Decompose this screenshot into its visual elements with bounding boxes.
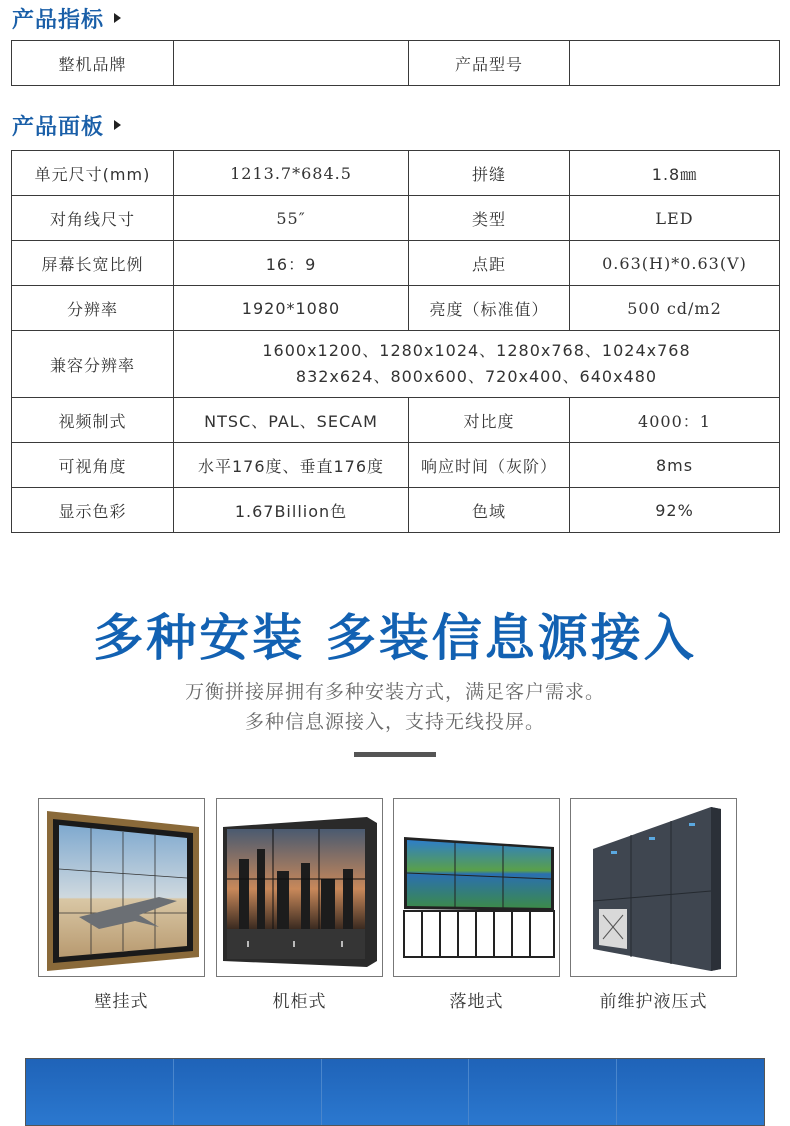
install-caption: 前维护液压式 bbox=[599, 992, 708, 1012]
section-title-text: 产品指标 bbox=[12, 7, 105, 33]
spec-label: 点距 bbox=[409, 241, 570, 286]
table-row bbox=[12, 196, 780, 241]
section-title-indicators bbox=[12, 3, 121, 33]
cabinet-image bbox=[216, 798, 383, 977]
compat-line-2: 832x624、800x600、720x400、640x480 bbox=[295, 367, 658, 386]
spec-label: 屏幕长宽比例 bbox=[12, 241, 174, 286]
triangle-arrow-icon bbox=[114, 13, 121, 23]
hero-divider bbox=[354, 752, 436, 757]
spec-label: 亮度（标准值） bbox=[409, 286, 570, 331]
wall-tile bbox=[322, 1059, 470, 1125]
hero-subtitle-1: 万衡拼接屏拥有多种安装方式，满足客户需求。 bbox=[184, 681, 605, 703]
table-row bbox=[12, 286, 780, 331]
spec-value: 1.8㎜ bbox=[570, 151, 780, 196]
section-title-text: 产品面板 bbox=[12, 114, 105, 140]
spec-value: 55″ bbox=[174, 196, 409, 241]
spec-label: 视频制式 bbox=[12, 398, 174, 443]
install-cabinet bbox=[216, 798, 383, 1012]
hero-title: 多种安装 多装信息源接入 bbox=[93, 609, 697, 667]
panel-spec-table bbox=[11, 150, 780, 533]
spec-value: 92% bbox=[570, 488, 780, 533]
wall-tile bbox=[617, 1059, 764, 1125]
wall-tile bbox=[26, 1059, 174, 1125]
compat-resolutions bbox=[174, 331, 780, 398]
spec-value: LED bbox=[570, 196, 780, 241]
table-row bbox=[12, 241, 780, 286]
section-title-panel bbox=[12, 110, 121, 140]
spec-value: 0.63(H)*0.63(V) bbox=[570, 241, 780, 286]
wall-tile bbox=[469, 1059, 617, 1125]
install-caption: 机柜式 bbox=[272, 992, 327, 1012]
table-row bbox=[12, 41, 780, 86]
table-row bbox=[12, 488, 780, 533]
spec-value: 1.67Billion色 bbox=[174, 488, 409, 533]
brand-label: 整机品牌 bbox=[12, 41, 174, 86]
spec-label: 响应时间（灰阶） bbox=[409, 443, 570, 488]
spec-value: 16：9 bbox=[174, 241, 409, 286]
install-caption: 壁挂式 bbox=[94, 992, 149, 1012]
spec-value: 4000：1 bbox=[570, 398, 780, 443]
brand-table bbox=[11, 40, 780, 86]
brand-value bbox=[174, 41, 409, 86]
bottom-video-wall-banner bbox=[25, 1058, 765, 1126]
spec-value: 8ms bbox=[570, 443, 780, 488]
model-value bbox=[570, 41, 780, 86]
spec-value: 1920*1080 bbox=[174, 286, 409, 331]
triangle-arrow-icon bbox=[114, 120, 121, 130]
spec-label: 分辨率 bbox=[12, 286, 174, 331]
front-maintenance-image bbox=[570, 798, 737, 977]
install-floor-stand bbox=[393, 798, 560, 1012]
model-label: 产品型号 bbox=[409, 41, 570, 86]
floor-stand-image bbox=[393, 798, 560, 977]
spec-label: 显示色彩 bbox=[12, 488, 174, 533]
spec-label: 类型 bbox=[409, 196, 570, 241]
install-caption: 落地式 bbox=[449, 992, 504, 1012]
spec-label: 对比度 bbox=[409, 398, 570, 443]
table-row bbox=[12, 398, 780, 443]
wall-tile bbox=[174, 1059, 322, 1125]
wall-mount-image bbox=[38, 798, 205, 977]
spec-value: 1213.7*684.5 bbox=[174, 151, 409, 196]
compat-line-1: 1600x1200、1280x1024、1280x768、1024x768 bbox=[262, 341, 691, 360]
table-row bbox=[12, 151, 780, 196]
spec-value: 水平176度、垂直176度 bbox=[174, 443, 409, 488]
spec-label: 色域 bbox=[409, 488, 570, 533]
spec-label: 对角线尺寸 bbox=[12, 196, 174, 241]
spec-label: 兼容分辨率 bbox=[12, 331, 174, 398]
table-row bbox=[12, 443, 780, 488]
spec-label: 单元尺寸(mm) bbox=[12, 151, 174, 196]
install-wall-mount bbox=[38, 798, 205, 1012]
spec-label: 拼缝 bbox=[409, 151, 570, 196]
spec-label: 可视角度 bbox=[12, 443, 174, 488]
hero-subtitle-2: 多种信息源接入，支持无线投屏。 bbox=[244, 711, 545, 733]
table-row bbox=[12, 331, 780, 398]
spec-value: NTSC、PAL、SECAM bbox=[174, 398, 409, 443]
install-front-maintenance bbox=[570, 798, 737, 1012]
spec-value: 500 cd/m2 bbox=[570, 286, 780, 331]
